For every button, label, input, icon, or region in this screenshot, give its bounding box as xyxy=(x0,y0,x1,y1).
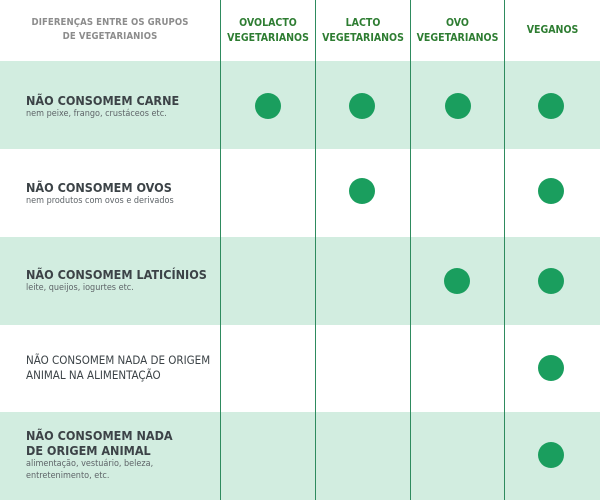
row-subtitle: nem produtos com ovos e derivados xyxy=(26,196,174,206)
table-row-laticinios xyxy=(0,237,600,325)
column-header-line1: OVOLACTO xyxy=(239,16,297,29)
row-title-line2: ANIMAL NA ALIMENTAÇÃO xyxy=(26,368,161,382)
row-label xyxy=(26,353,216,383)
column-header-ovo xyxy=(411,0,504,61)
check-dot-veganos xyxy=(538,178,564,204)
row-title: NÃO CONSOMEM OVOS xyxy=(26,180,172,195)
row-subtitle: nem peixe, frango, crustáceos etc. xyxy=(26,109,167,119)
header-row xyxy=(0,0,600,61)
table-row-nada-origem-animal xyxy=(0,412,600,500)
row-title: NÃO CONSOMEM CARNE xyxy=(26,93,180,108)
column-divider xyxy=(410,0,411,500)
row-title-line1: NÃO CONSOMEM NADA DE ORIGEM xyxy=(26,353,211,367)
row-label xyxy=(26,93,216,120)
column-header-line2: VEGETARIANOS xyxy=(227,31,309,44)
column-header-ovolacto xyxy=(221,0,315,61)
row-label xyxy=(26,180,216,207)
row-title-line2: DE ORIGEM ANIMAL xyxy=(26,443,151,458)
table-title-line2: DE VEGETARIANIOS xyxy=(62,31,158,42)
table-row-carne xyxy=(0,61,600,149)
column-header-lacto xyxy=(316,0,410,61)
check-dot-veganos xyxy=(538,442,564,468)
check-dot-veganos xyxy=(538,268,564,294)
check-dot-lacto xyxy=(349,178,375,204)
column-header-line1: OVO xyxy=(446,16,469,29)
column-header-line2: VEGETARIANOS xyxy=(322,31,404,44)
table-title-line1: DIFERENÇAS ENTRE OS GRUPOS xyxy=(31,17,189,28)
row-label xyxy=(26,267,216,294)
row-label xyxy=(26,428,216,482)
column-header-line1: VEGANOS xyxy=(526,24,579,36)
column-divider xyxy=(504,0,505,500)
column-divider xyxy=(315,0,316,500)
table-title xyxy=(0,16,220,44)
check-dot-ovolacto xyxy=(255,93,281,119)
row-title: NÃO CONSOMEM LATICÍNIOS xyxy=(26,267,207,282)
column-header-veganos xyxy=(505,0,600,61)
table-row-nada-alimentacao xyxy=(0,325,600,412)
table-row-ovos xyxy=(0,149,600,237)
check-dot-veganos xyxy=(538,355,564,381)
column-divider xyxy=(220,0,221,500)
check-dot-lacto xyxy=(349,93,375,119)
row-title-line1: NÃO CONSOMEM NADA xyxy=(26,428,173,443)
column-header-line1: LACTO xyxy=(345,16,381,29)
check-dot-ovo xyxy=(445,93,471,119)
row-subtitle-line1: alimentação, vestuário, beleza, xyxy=(26,459,154,469)
column-header-line2: VEGETARIANOS xyxy=(416,31,499,44)
check-dot-ovo xyxy=(444,268,470,294)
check-dot-veganos xyxy=(538,93,564,119)
row-subtitle: leite, queijos, iogurtes etc. xyxy=(26,283,134,293)
row-subtitle-line2: entretenimento, etc. xyxy=(26,471,110,481)
